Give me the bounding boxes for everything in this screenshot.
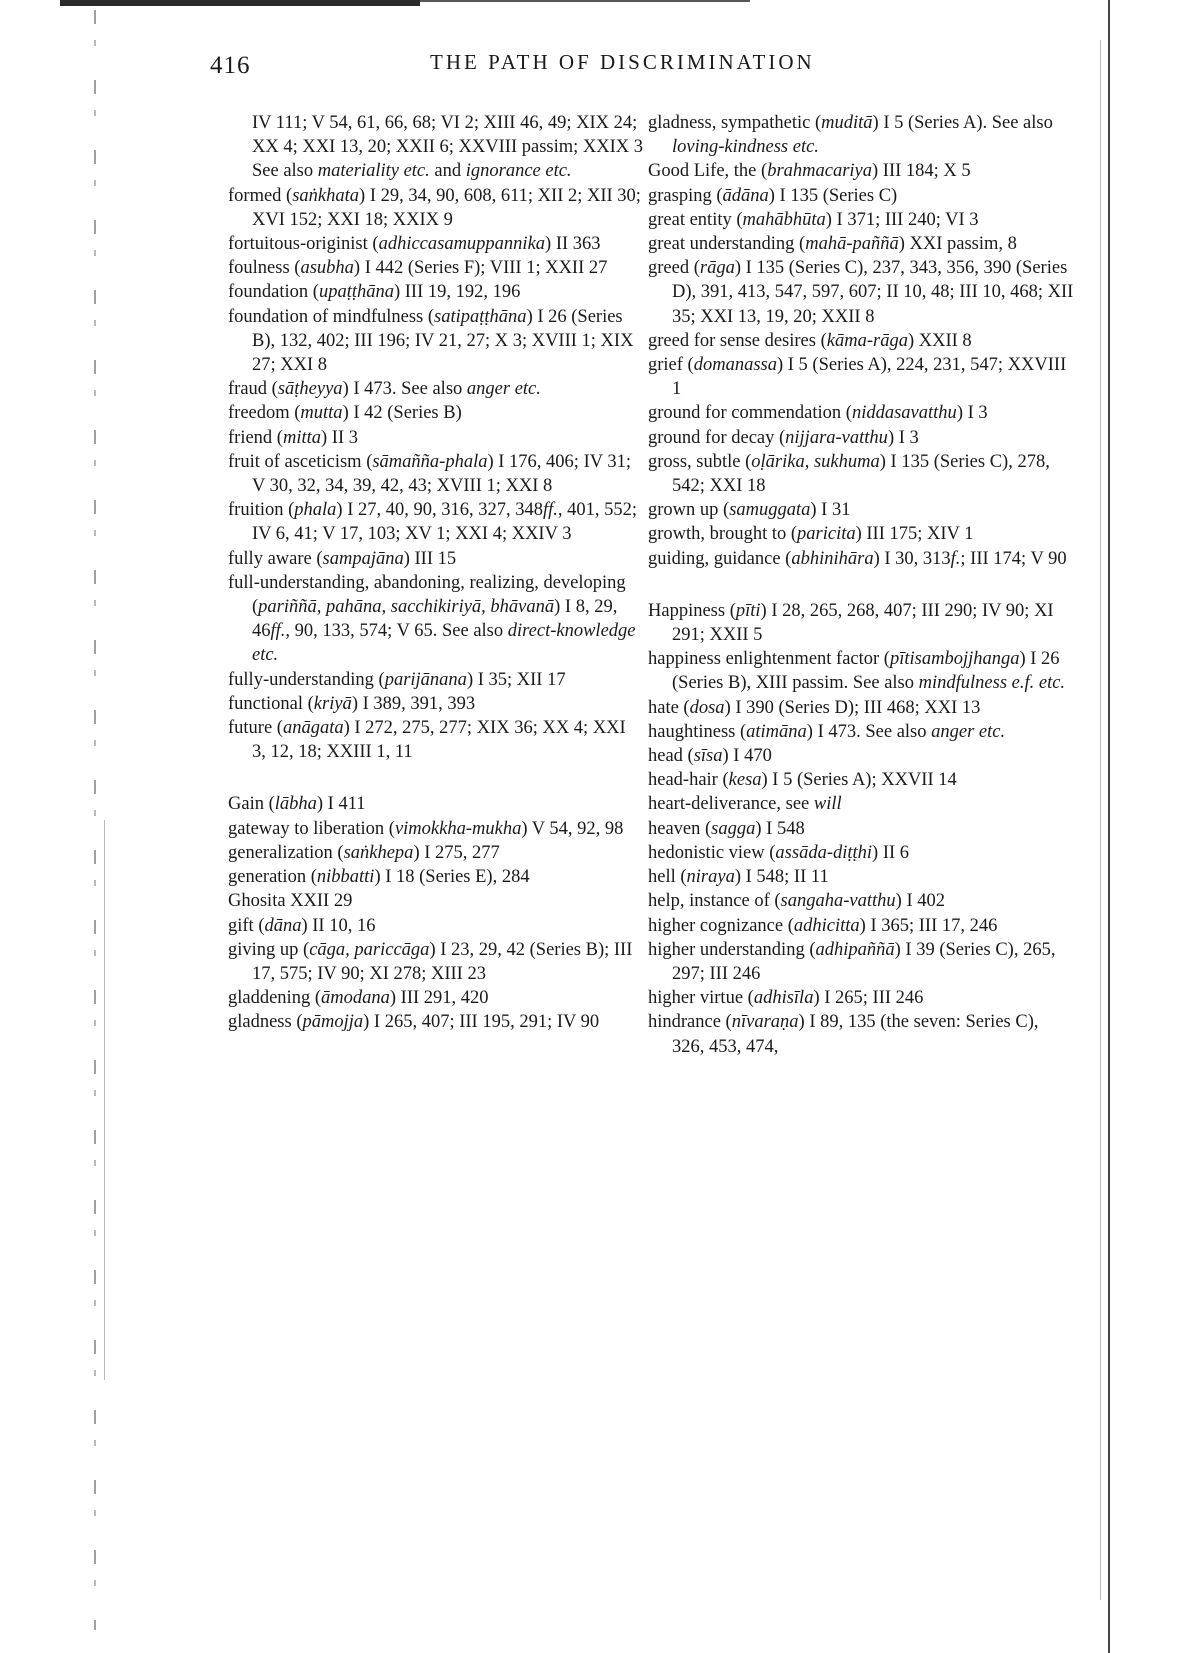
entry-text: grief ( xyxy=(648,355,694,376)
entry-text: ) III 15 xyxy=(403,548,457,569)
entry-text: help, instance of ( xyxy=(648,891,781,912)
entry-term-italic: kāma-rāga xyxy=(826,330,908,351)
entry-term-italic: saṅkhepa xyxy=(343,842,414,863)
entry-text: greed ( xyxy=(648,258,700,279)
entry-text: friend ( xyxy=(228,427,283,448)
entry-term-italic: adhisīla xyxy=(753,988,814,1009)
entry-text: gladness ( xyxy=(228,1012,303,1033)
index-entry xyxy=(228,938,644,986)
entry-text: ) I 30, 313 xyxy=(873,548,951,569)
entry-term-italic: oḷārika, sukhuma xyxy=(751,451,880,472)
entry-term-italic: upaṭṭhāna xyxy=(318,282,394,303)
entry-term-italic: niraya xyxy=(686,867,735,888)
entry-term-italic: parijānana xyxy=(384,669,467,690)
entry-text: heart-deliverance, see xyxy=(648,794,814,815)
index-entry xyxy=(648,256,1074,329)
index-column-right xyxy=(648,111,1074,1059)
entry-text: formed ( xyxy=(228,185,293,206)
index-entry xyxy=(228,692,644,716)
entry-text: ) XXII 8 xyxy=(907,330,972,351)
entry-text: full-understanding, abandoning, realizing, developing ( xyxy=(228,572,626,618)
index-entry xyxy=(648,208,1074,232)
entry-text: gross, subtle ( xyxy=(648,451,752,472)
index-entry xyxy=(648,522,1074,546)
index-entry xyxy=(648,401,1074,425)
index-entry xyxy=(228,986,644,1010)
index-entry xyxy=(648,329,1074,353)
entry-term-italic: sīsa xyxy=(693,746,723,767)
entry-text: ) I 470 xyxy=(722,746,772,767)
entry-text: , 90, 133, 574; V 65. See also xyxy=(285,621,508,642)
index-entry xyxy=(648,498,1074,522)
index-entry xyxy=(648,1010,1074,1058)
entry-text: gladdening ( xyxy=(228,988,321,1009)
entry-term-italic: pāmojja xyxy=(302,1012,364,1033)
entry-text: foundation of mindfulness ( xyxy=(228,306,435,327)
entry-text: giving up ( xyxy=(228,939,310,960)
entry-text: ) III 291, 420 xyxy=(389,988,489,1009)
entry-text: ) III 19, 192, 196 xyxy=(393,282,521,303)
index-entry xyxy=(648,720,1074,744)
entry-term-italic: atimāna xyxy=(746,721,807,742)
entry-text: greed for sense desires ( xyxy=(648,330,827,351)
entry-text: ) I 272, 275, 277; XIX 36; XX 4; XXI 3, 12, 18; XXIII 1, 11 xyxy=(252,718,626,763)
entry-text: Gain ( xyxy=(228,794,275,815)
index-entry xyxy=(648,426,1074,450)
entry-text: ) I 39 (Series C), 265, 297; III 246 xyxy=(672,939,1056,984)
entry-text: ) I 5 (Series A), 224, 231, 547; XXVIII 1 xyxy=(672,355,1067,400)
entry-text: ) I 42 (Series B) xyxy=(342,403,462,424)
entry-text: fully aware ( xyxy=(228,548,323,569)
entry-text: ) I 31 xyxy=(810,500,851,521)
index-entry xyxy=(648,986,1074,1010)
entry-term-italic: will xyxy=(813,794,842,815)
index-entry xyxy=(228,889,644,913)
index-column-left xyxy=(228,111,644,1035)
entry-text: ) I 402 xyxy=(895,891,945,912)
binding-edge xyxy=(94,10,96,1630)
index-entry xyxy=(228,256,644,280)
entry-text: ) III 175; XIV 1 xyxy=(855,524,974,545)
entry-text: haughtiness ( xyxy=(648,721,747,742)
index-entry xyxy=(648,768,1074,792)
index-entry xyxy=(648,450,1074,498)
entry-term-italic: ff. xyxy=(543,500,558,521)
entry-term-italic: muditā xyxy=(821,113,873,133)
index-entry xyxy=(228,817,644,841)
entry-term-italic: direct-knowledge etc. xyxy=(252,621,636,666)
entry-text: ) I 411 xyxy=(316,794,366,815)
entry-text: ; III 174; V 90 xyxy=(960,548,1067,569)
entry-text: ) I 275, 277 xyxy=(413,842,500,863)
entry-term-italic: dāna xyxy=(264,915,302,936)
entry-term-italic: sāmañña-phala xyxy=(372,451,488,472)
entry-term-italic: saṅkhata xyxy=(292,185,360,206)
entry-term-italic: kriyā xyxy=(313,693,352,714)
entry-term-italic: loving-kindness etc. xyxy=(672,137,819,158)
index-entry xyxy=(228,450,644,498)
entry-term-italic: ādāna xyxy=(722,185,769,206)
entry-text: ) I 473. See also xyxy=(806,721,932,742)
index-entry xyxy=(228,498,644,546)
entry-text: ) I 26 (Series B), 132, 402; III 196; IV 21, 27; X 3; XVIII 1; XIX 27; XXI 8 xyxy=(252,306,634,376)
entry-term-italic: pariññā, pahāna, sacchikiriyā, bhāvanā xyxy=(258,597,555,618)
entry-text: ) III 184; X 5 xyxy=(872,161,971,182)
entry-term-italic: satipaṭṭhāna xyxy=(434,306,527,327)
entry-text: functional ( xyxy=(228,693,314,714)
entry-term-italic: adhipaññā xyxy=(815,939,895,960)
index-entry xyxy=(648,914,1074,938)
entry-term-italic: mahā-paññā xyxy=(805,234,899,255)
index-entry xyxy=(648,353,1074,401)
entry-term-italic: abhinihāra xyxy=(791,548,874,569)
entry-text: ) I 389, 391, 393 xyxy=(351,693,476,714)
entry-text: ) I 3 xyxy=(887,427,919,448)
entry-text: hedonistic view ( xyxy=(648,842,776,863)
entry-text: foulness ( xyxy=(228,258,301,279)
entry-term-italic: pīti xyxy=(735,600,761,621)
index-entry xyxy=(648,696,1074,720)
page-number: 416 xyxy=(210,52,251,79)
entry-term-italic: nibbatti xyxy=(316,867,375,888)
top-edge-shadow xyxy=(60,0,420,6)
entry-text: gladness, sympathetic ( xyxy=(648,113,822,133)
index-entry xyxy=(648,647,1074,695)
entry-text: ) I 29, 34, 90, 608, 611; XII 2; XII 30; XVI 152; XXI 18; XXIX 9 xyxy=(252,185,641,230)
index-entry xyxy=(228,547,644,571)
entry-text: guiding, guidance ( xyxy=(648,548,792,569)
entry-term-italic: dosa xyxy=(689,697,725,718)
entry-term-italic: niddasavatthu xyxy=(851,403,957,424)
index-entry xyxy=(648,159,1074,183)
entry-text: ) II 363 xyxy=(545,234,601,255)
entry-term-italic: vimokkha-mukha xyxy=(394,818,522,839)
entry-text: fruition ( xyxy=(228,500,295,521)
binding-edge-inner xyxy=(104,820,105,1380)
entry-term-italic: anger etc. xyxy=(931,721,1006,742)
entry-text: ) I 5 (Series A). See also xyxy=(872,113,1053,133)
index-entry xyxy=(648,938,1074,986)
entry-text: heaven ( xyxy=(648,818,712,839)
entry-term-italic: cāga, pariccāga xyxy=(309,939,430,960)
entry-term-italic: mutta xyxy=(300,403,343,424)
index-entry xyxy=(648,841,1074,865)
entry-text: IV 111; V 54, 61, 66, 68; VI 2; XIII 46, 49; XIX 24; XX 4; XXI 13, 20; XXII 6; XXVIII passim; XXIX 3 See also xyxy=(252,113,644,182)
entry-text: hindrance ( xyxy=(648,1012,732,1033)
entry-text: higher cognizance ( xyxy=(648,915,794,936)
entry-text: head-hair ( xyxy=(648,770,729,791)
entry-term-italic: samuggata xyxy=(729,500,811,521)
entry-term-italic: sampajāna xyxy=(322,548,404,569)
index-entry xyxy=(648,792,1074,816)
entry-text: ) I 3 xyxy=(956,403,988,424)
entry-text: ) I 18 (Series E), 284 xyxy=(374,867,530,888)
index-entry xyxy=(648,744,1074,768)
index-entry xyxy=(228,571,644,668)
index-entry xyxy=(228,401,644,425)
entry-text: generation ( xyxy=(228,867,317,888)
entry-text: grasping ( xyxy=(648,185,723,206)
section-gap xyxy=(648,571,1074,599)
entry-text: ) I 365; III 17, 246 xyxy=(859,915,998,936)
top-edge-line xyxy=(420,0,750,2)
entry-text: freedom ( xyxy=(228,403,301,424)
entry-term-italic: adhicitta xyxy=(793,915,860,936)
entry-text: fully-understanding ( xyxy=(228,669,385,690)
entry-term-italic: brahmacariya xyxy=(767,161,873,182)
entry-term-italic: paricita xyxy=(797,524,856,545)
index-entry xyxy=(228,426,644,450)
entry-term-italic: pītisambojjhanga xyxy=(889,649,1020,670)
entry-text: and xyxy=(429,161,466,182)
entry-text: ) I 26 (Series B), XIII passim. See also xyxy=(672,649,1060,694)
entry-text: ) I 28, 265, 268, 407; III 290; IV 90; XI 291; XXII 5 xyxy=(672,600,1054,646)
index-entry xyxy=(228,792,644,816)
entry-term-italic: mahābhūta xyxy=(742,209,826,230)
entry-text: fraud ( xyxy=(228,379,278,400)
entry-term-italic: kesa xyxy=(728,770,762,791)
entry-text: , 401, 552; IV 6, 41; V 17, 103; XV 1; XXI 4; XXIV 3 xyxy=(252,500,638,545)
index-entry xyxy=(648,232,1074,256)
index-entry xyxy=(228,841,644,865)
entry-text: ) I 473. See also xyxy=(342,379,467,400)
entry-text: ) I 371; III 240; VI 3 xyxy=(825,209,979,230)
entry-term-italic: ignorance etc. xyxy=(465,161,572,182)
entry-text: ground for commendation ( xyxy=(648,403,852,424)
entry-text: ) I 5 (Series A); XXVII 14 xyxy=(761,770,957,791)
entry-term-italic: sagga xyxy=(711,818,756,839)
entry-text: ) I 176, 406; IV 31; V 30, 32, 34, 39, 42, 43; XVIII 1; XXI 8 xyxy=(252,451,632,497)
index-entry xyxy=(228,716,644,764)
entry-text: ) I 548 xyxy=(755,818,805,839)
index-entry xyxy=(648,111,1074,159)
entry-text: ) I 35; XII 17 xyxy=(466,669,566,690)
index-entry xyxy=(228,184,644,232)
entry-text: ) II 6 xyxy=(872,842,910,863)
entry-text: gateway to liberation ( xyxy=(228,818,395,839)
entry-term-italic: rāga xyxy=(699,258,735,279)
entry-term-italic: sāṭheyya xyxy=(277,379,343,400)
entry-text: fruit of asceticism ( xyxy=(228,451,373,472)
index-entry xyxy=(228,280,644,304)
index-entry xyxy=(228,377,644,401)
entry-text: happiness enlightenment factor ( xyxy=(648,649,890,670)
entry-text: ) I 135 (Series C), 278, 542; XXI 18 xyxy=(672,451,1050,497)
entry-text: ) II 10, 16 xyxy=(301,915,376,936)
entry-text: higher virtue ( xyxy=(648,988,754,1009)
entry-text: higher understanding ( xyxy=(648,939,816,960)
page-right-edge xyxy=(1108,0,1110,1653)
entry-term-italic: anger etc. xyxy=(466,379,541,400)
entry-term-italic: asubha xyxy=(300,258,354,279)
index-entry xyxy=(648,889,1074,913)
entry-term-italic: mitta xyxy=(282,427,321,448)
entry-text: hate ( xyxy=(648,697,690,718)
entry-term-italic: sangaha-vatthu xyxy=(780,891,896,912)
entry-text: Good Life, the ( xyxy=(648,161,768,182)
entry-text: ) I 442 (Series F); VIII 1; XXII 27 xyxy=(353,258,608,279)
entry-text: ) I 135 (Series C) xyxy=(768,185,898,206)
entry-term-italic: mindfulness e.f. etc. xyxy=(918,673,1066,694)
entry-text: ) I 135 (Series C), 237, 343, 356, 390 (Series D), 391, 413, 547, 597, 607; II 10, 48; III 10, 468; XII 35; XXI 13, 19, 20; XXII 8 xyxy=(672,258,1074,327)
entry-text: ) I 265, 407; III 195, 291; IV 90 xyxy=(363,1012,600,1033)
index-entry xyxy=(228,111,644,184)
entry-text: ) II 3 xyxy=(321,427,358,448)
entry-term-italic: anāgata xyxy=(282,718,344,739)
entry-text: growth, brought to ( xyxy=(648,524,798,545)
entry-text: great understanding ( xyxy=(648,234,806,255)
index-entry xyxy=(228,305,644,378)
index-entry xyxy=(228,232,644,256)
entry-text: ) I 548; II 11 xyxy=(734,867,829,888)
entry-term-italic: assāda-diṭṭhi xyxy=(775,842,873,863)
entry-text: future ( xyxy=(228,718,283,739)
entry-term-italic: materiality etc. xyxy=(317,161,430,182)
entry-term-italic: ff. xyxy=(270,621,286,642)
index-entry xyxy=(228,914,644,938)
entry-text: hell ( xyxy=(648,867,687,888)
entry-term-italic: adhiccasamuppannika xyxy=(378,234,546,255)
entry-text: gift ( xyxy=(228,915,265,936)
index-entry xyxy=(648,865,1074,889)
entry-text: ) I 390 (Series D); III 468; XXI 13 xyxy=(724,697,981,718)
entry-text: ) I 23, 29, 42 (Series B); III 17, 575; IV 90; XI 278; XIII 23 xyxy=(252,939,633,984)
index-entry xyxy=(228,668,644,692)
entry-text: ) I 89, 135 (the seven: Series C), 326, 453, 474, xyxy=(672,1012,1039,1057)
entry-text: foundation ( xyxy=(228,282,319,303)
entry-text: ) I 8, 29, 46 xyxy=(252,597,618,642)
entry-text: ) I 27, 40, 90, 316, 327, 348 xyxy=(336,500,543,521)
entry-term-italic: phala xyxy=(294,500,337,521)
running-title: THE PATH OF DISCRIMINATION xyxy=(430,50,815,74)
page-right-edge-shadow xyxy=(1100,40,1101,1600)
entry-text: ground for decay ( xyxy=(648,427,786,448)
index-entry xyxy=(648,599,1074,647)
entry-text: fortuitous-originist ( xyxy=(228,234,379,255)
entry-text: head ( xyxy=(648,746,694,767)
index-entry xyxy=(648,547,1074,571)
entry-term-italic: lābha xyxy=(274,794,317,815)
entry-text: Happiness ( xyxy=(648,600,736,621)
section-gap xyxy=(228,764,644,792)
index-entry xyxy=(648,817,1074,841)
entry-term-italic: f. xyxy=(950,548,961,569)
entry-term-italic: domanassa xyxy=(693,355,777,376)
index-entry xyxy=(648,184,1074,208)
entry-term-italic: nijjara-vatthu xyxy=(785,427,888,448)
entry-text: ) V 54, 92, 98 xyxy=(521,818,624,839)
entry-text: Ghosita XXII 29 xyxy=(228,891,353,912)
entry-text: grown up ( xyxy=(648,500,730,521)
entry-term-italic: nīvaraṇa xyxy=(731,1012,799,1033)
entry-term-italic: āmodana xyxy=(321,988,390,1009)
index-entry xyxy=(228,865,644,889)
entry-text: great entity ( xyxy=(648,209,743,230)
entry-text: ) XXI passim, 8 xyxy=(898,234,1017,255)
entry-text: generalization ( xyxy=(228,842,344,863)
index-entry xyxy=(228,1010,644,1034)
entry-text: ) I 265; III 246 xyxy=(813,988,924,1009)
